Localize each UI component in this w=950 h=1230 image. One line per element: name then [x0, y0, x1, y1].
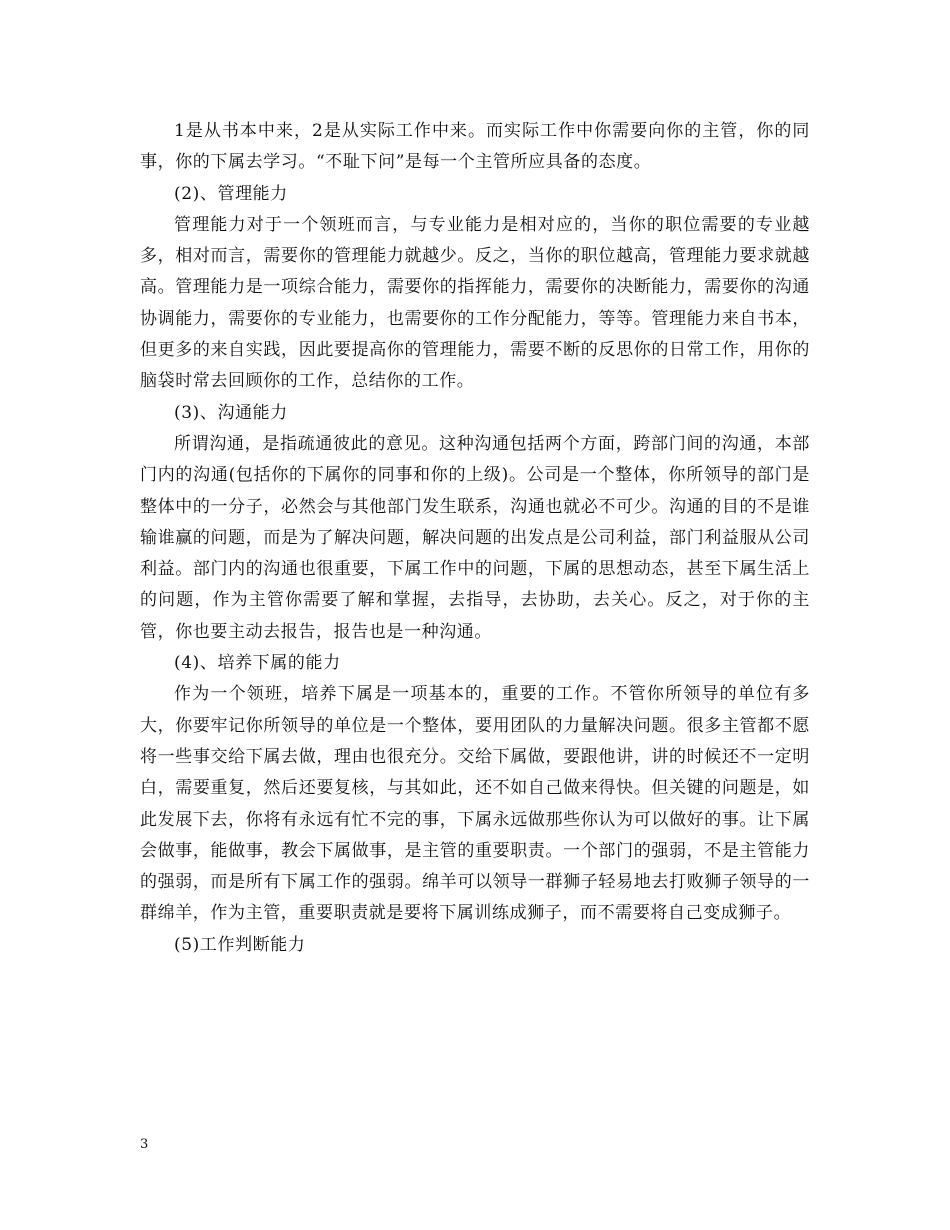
paragraph-management-ability: 管理能力对于一个领班而言，与专业能力是相对应的，当你的职位需要的专业越多，相对而言，需要你的管理能力就越少。反之，当你的职位越高，管理能力要求就越高。管理能力是一项综合能力，需要你的指挥能力，需要你的决断能力，需要你的沟通协调能力，需要你的专业能力，也需要你的工作分配能力，等等。管理能力来自书本，但更多的来自实践，因此要提高你的管理能力，需要不断的反思你的日常工作，用你的脑袋时常去回顾你的工作，总结你的工作。 — [140, 214, 810, 392]
section-heading-management-ability: (2)、管理能力 — [174, 183, 288, 204]
section-heading-work-judgment: (5)工作判断能力 — [174, 934, 306, 955]
section-heading-subordinate-training: (4)、培养下属的能力 — [174, 653, 341, 674]
paragraph-learning-sources: 1是从书本中来，2是从实际工作中来。而实际工作中你需要向你的主管，你的同事，你的下属去学习。“不耻下问”是每一个主管所应具备的态度。 — [140, 121, 810, 173]
page-number: 3 — [140, 1137, 149, 1152]
section-heading-communication-ability: (3)、沟通能力 — [174, 402, 288, 423]
page-body — [140, 116, 810, 961]
paragraph-subordinate-training: 作为一个领班，培养下属是一项基本的，重要的工作。不管你所领导的单位有多大，你要牢记你所领导的单位是一个整体，要用团队的力量解决问题。很多主管都不愿将一些事交给下属去做，理由也很充分。交给下属做，要跟他讲，讲的时候还不一定明白，需要重复，然后还要复核，与其如此，还不如自己做来得快。但关键的问题是，如此发展下去，你将有永远有忙不完的事，下属永远做那些你认为可以做好的事。让下属会做事，能做事，教会下属做事，是主管的重要职责。一个部门的强弱，不是主管能力的强弱，而是所有下属工作的强弱。绵羊可以领导一群狮子轻易地去打败狮子领导的一群绵羊，作为主管，重要职责就是要将下属训练成狮子，而不需要将自己变成狮子。 — [140, 684, 810, 924]
paragraph-communication-ability: 所谓沟通，是指疏通彼此的意见。这种沟通包括两个方面，跨部门间的沟通，本部门内的沟通(包括你的下属你的同事和你的上级)。公司是一个整体，你所领导的部门是整体中的一分子，必然会与其他部门发生联系，沟通也就必不可少。沟通的目的不是谁输谁赢的问题，而是为了解决问题，解决问题的出发点是公司利益，部门利益服从公司利益。部门内的沟通也很重要，下属工作中的问题，下属的思想动态，甚至下属生活上的问题，作为主管你需要了解和掌握，去指导，去协助，去关心。反之，对于你的主管，你也要主动去报告，报告也是一种沟通。 — [140, 433, 810, 642]
